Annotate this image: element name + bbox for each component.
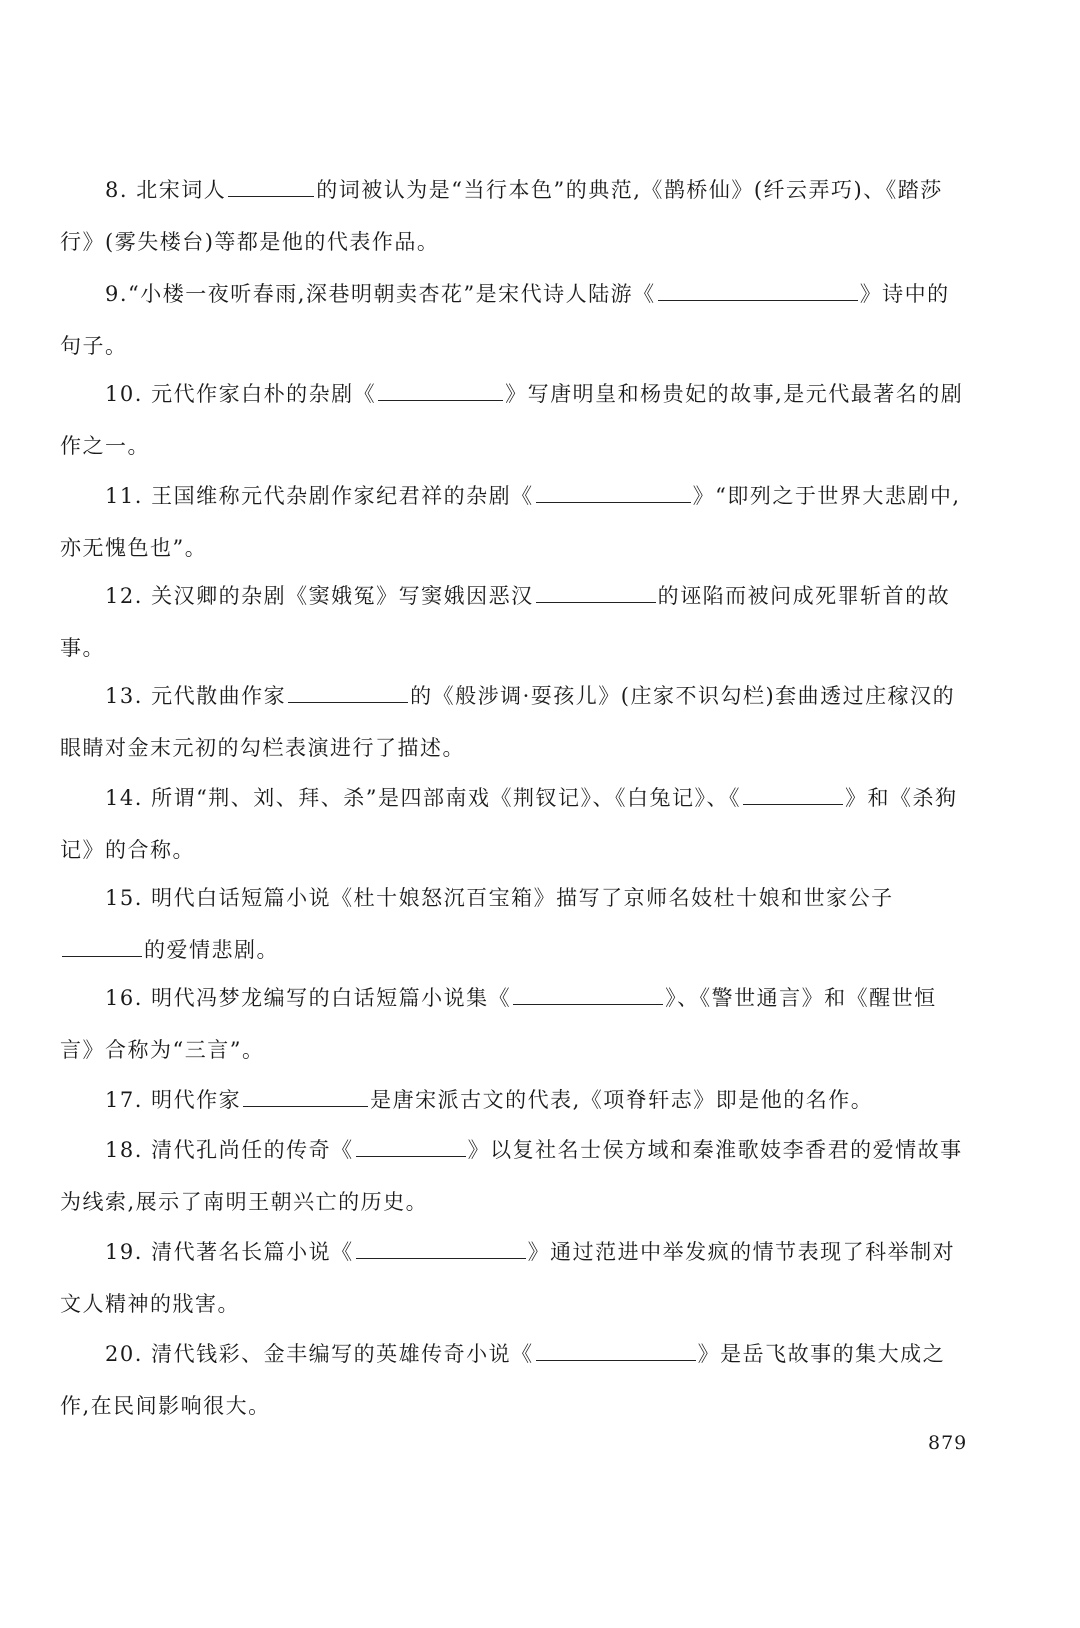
answer-blank[interactable] [243, 1084, 368, 1107]
question-text: 》和《杀狗记》的合称。 [60, 786, 958, 862]
answer-blank[interactable] [356, 1236, 526, 1259]
answer-blank[interactable] [513, 982, 663, 1005]
question-text: 》是岳飞故事的集大成之作,在民间影响很大。 [60, 1342, 946, 1418]
question-12 [60, 570, 970, 674]
answer-blank[interactable] [743, 782, 843, 805]
question-text: 18. 清代孔尚任的传奇《 [105, 1138, 354, 1162]
question-10 [60, 368, 970, 472]
question-16 [60, 972, 970, 1076]
question-14 [60, 772, 970, 876]
question-text: 》、《警世通言》和《醒世恒言》合称为“三言”。 [60, 986, 937, 1062]
question-15 [60, 872, 970, 976]
question-text: 17. 明代作家 [105, 1088, 242, 1112]
question-text: 》通过范进中举发疯的情节表现了科举制对文人精神的戕害。 [60, 1240, 956, 1316]
question-text: 20. 清代钱彩、金丰编写的英雄传奇小说《 [105, 1342, 534, 1366]
question-8 [60, 164, 970, 268]
question-17 [60, 1074, 970, 1126]
question-19 [60, 1226, 970, 1330]
question-text: 9.“小楼一夜听春雨,深巷明朝卖杏花”是宋代诗人陆游《 [105, 282, 656, 306]
question-text: 是唐宋派古文的代表,《项脊轩志》即是他的名作。 [370, 1088, 874, 1112]
question-text: 12. 关汉卿的杂剧《窦娥冤》写窦娥因恶汉 [105, 584, 534, 608]
question-text: 11. 王国维称元代杂剧作家纪君祥的杂剧《 [105, 484, 534, 508]
question-text: 》“即列之于世界大悲剧中,亦无愧色也”。 [60, 484, 961, 560]
answer-blank[interactable] [62, 934, 142, 957]
page-number: 879 [928, 1432, 968, 1454]
question-20 [60, 1328, 970, 1432]
question-text: 》诗中的句子。 [60, 282, 950, 358]
question-text: 19. 清代著名长篇小说《 [105, 1240, 354, 1264]
question-text: 16. 明代冯梦龙编写的白话短篇小说集《 [105, 986, 512, 1010]
answer-blank[interactable] [536, 480, 691, 503]
question-text: 的诬陷而被问成死罪斩首的故事。 [60, 584, 951, 660]
question-text: 》以复社名士侯方域和秦淮歌妓李香君的爱情故事为线索,展示了南明王朝兴亡的历史。 [60, 1138, 963, 1214]
answer-blank[interactable] [536, 580, 656, 603]
answer-blank[interactable] [658, 278, 858, 301]
question-text: 的《般涉调·耍孩儿》(庄家不识勾栏)套曲透过庄稼汉的眼睛对金末元初的勾栏表演进行了描述。 [60, 684, 956, 760]
question-13 [60, 670, 970, 774]
question-text: 14. 所谓“荆、刘、拜、杀”是四部南戏《荆钗记》、《白兔记》、《 [105, 786, 742, 810]
question-text: 8. 北宋词人 [105, 178, 227, 202]
question-text: 》写唐明皇和杨贵妃的故事,是元代最著名的剧作之一。 [60, 382, 964, 458]
answer-blank[interactable] [378, 378, 503, 401]
question-text: 10. 元代作家白朴的杂剧《 [105, 382, 377, 406]
question-11 [60, 470, 970, 574]
question-text: 15. 明代白话短篇小说《杜十娘怒沉百宝箱》描写了京师名妓杜十娘和世家公子 [105, 886, 894, 910]
question-9 [60, 268, 970, 372]
answer-blank[interactable] [288, 680, 408, 703]
question-text: 的爱情悲剧。 [144, 938, 279, 962]
question-text: 的词被认为是“当行本色”的典范,《鹊桥仙》(纤云弄巧)、《踏莎行》(雾失楼台)等都是他的代表作品。 [60, 178, 943, 254]
question-18 [60, 1124, 970, 1228]
answer-blank[interactable] [228, 174, 314, 197]
answer-blank[interactable] [356, 1134, 466, 1157]
question-text: 13. 元代散曲作家 [105, 684, 287, 708]
answer-blank[interactable] [536, 1338, 696, 1361]
